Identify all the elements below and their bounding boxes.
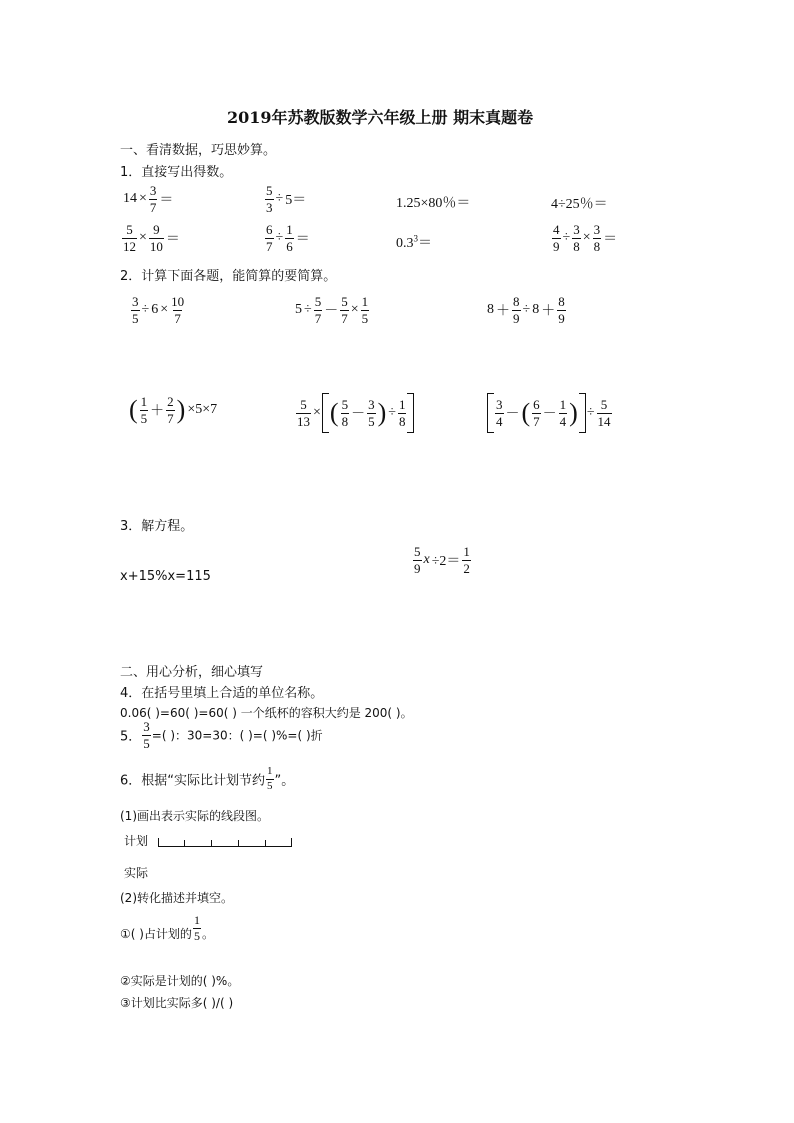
q1-r1-a: 14 × $\frac{3}{7}$ ＝ — [123, 183, 174, 215]
q4-heading: 4．在括号里填上合适的单位名称。 — [120, 686, 324, 701]
q6-part1: (1)画出表示实际的线段图。 — [120, 809, 269, 823]
page-title: 2019年苏教版数学六年级上册 期末真题卷 — [227, 108, 534, 127]
q2-expr-5: $\frac{5}{13}$ × ( $\frac{5}{8}$ － $\frac{3}{5}$ ) ÷ $\frac{1}{8}$ — [295, 393, 414, 433]
q1-r1-b: $\frac{5}{3}$ ÷ 5＝ — [266, 183, 307, 215]
q1-r1-c: 1.25×80％＝ — [396, 196, 471, 211]
q1-r2-c: $0.3^3=$ — [396, 233, 432, 251]
q2-expr-2: 5 ÷ $\frac{5}{7}$ － $\frac{5}{7}$ × $\frac{1}{5}$ — [295, 294, 369, 326]
q2-expr-4: ( $\frac{1}{5}$ ＋ $\frac{2}{7}$ ) ×5×7 — [129, 394, 218, 426]
q2-heading: 2．计算下面各题，能简算的要简算。 — [120, 269, 337, 284]
q1-r2-d: $\frac{4}{9}$ ÷ $\frac{3}{8}$ × $\frac{3}{8}$ ＝ — [553, 222, 618, 254]
q4-blanks: 0.06( )=60( )=60( ) 一个纸杯的容积大约是 200( )。 — [120, 706, 413, 720]
section2-heading: 二、用心分析，细心填写 — [120, 665, 264, 680]
q2-expr-1: $\frac{3}{5}$ ÷ 6 × $\frac{10}{7}$ — [132, 294, 185, 326]
q2-expr-3: 8 ＋ $\frac{8}{9}$ ÷ 8 ＋ $\frac{8}{9}$ — [487, 294, 565, 326]
q1-r2-a: $\frac{5}{12}$ × $\frac{9}{10}$ ＝ — [123, 222, 180, 254]
q2-expr-6: $\frac{3}{4}$ －( $\frac{6}{7}$ － $\frac{1}{4}$ ) ÷ $\frac{5}{14}$ — [487, 393, 613, 433]
q1-r2-b: $\frac{6}{7}$ ÷ $\frac{1}{6}$ ＝ — [266, 222, 310, 254]
q6-heading: 6．根据“实际比计划节约 $\frac{1}{5}$ ”。 — [120, 765, 295, 792]
section1-heading: 一、看清数据，巧思妙算。 — [120, 143, 277, 158]
q3-equation-1: x+15%x=115 — [120, 569, 211, 584]
q1-r1-d: 4÷25％＝ — [551, 197, 608, 212]
actual-label: 实际 — [124, 866, 149, 880]
q3-heading: 3．解方程。 — [120, 519, 194, 534]
q6-answer-1: ①( )占计划的 $\frac{1}{5}$ 。 — [120, 913, 214, 943]
q3-equation-2: $\frac{5}{9}$ x ÷2＝ $\frac{1}{2}$ — [414, 544, 470, 576]
q1-heading: 1．直接写出得数。 — [120, 165, 233, 180]
q6-part2: (2)转化描述并填空。 — [120, 891, 233, 905]
q6-answer-3: ③计划比实际多( )/( ) — [120, 996, 234, 1010]
q6-answer-2: ②实际是计划的( )%。 — [120, 974, 240, 988]
plan-segment-line — [158, 838, 292, 847]
q5-line: 5． $\frac{3}{5}$ =( )：30=30：( )=( )%=( )折 — [120, 719, 323, 751]
plan-label: 计划 — [124, 834, 149, 848]
